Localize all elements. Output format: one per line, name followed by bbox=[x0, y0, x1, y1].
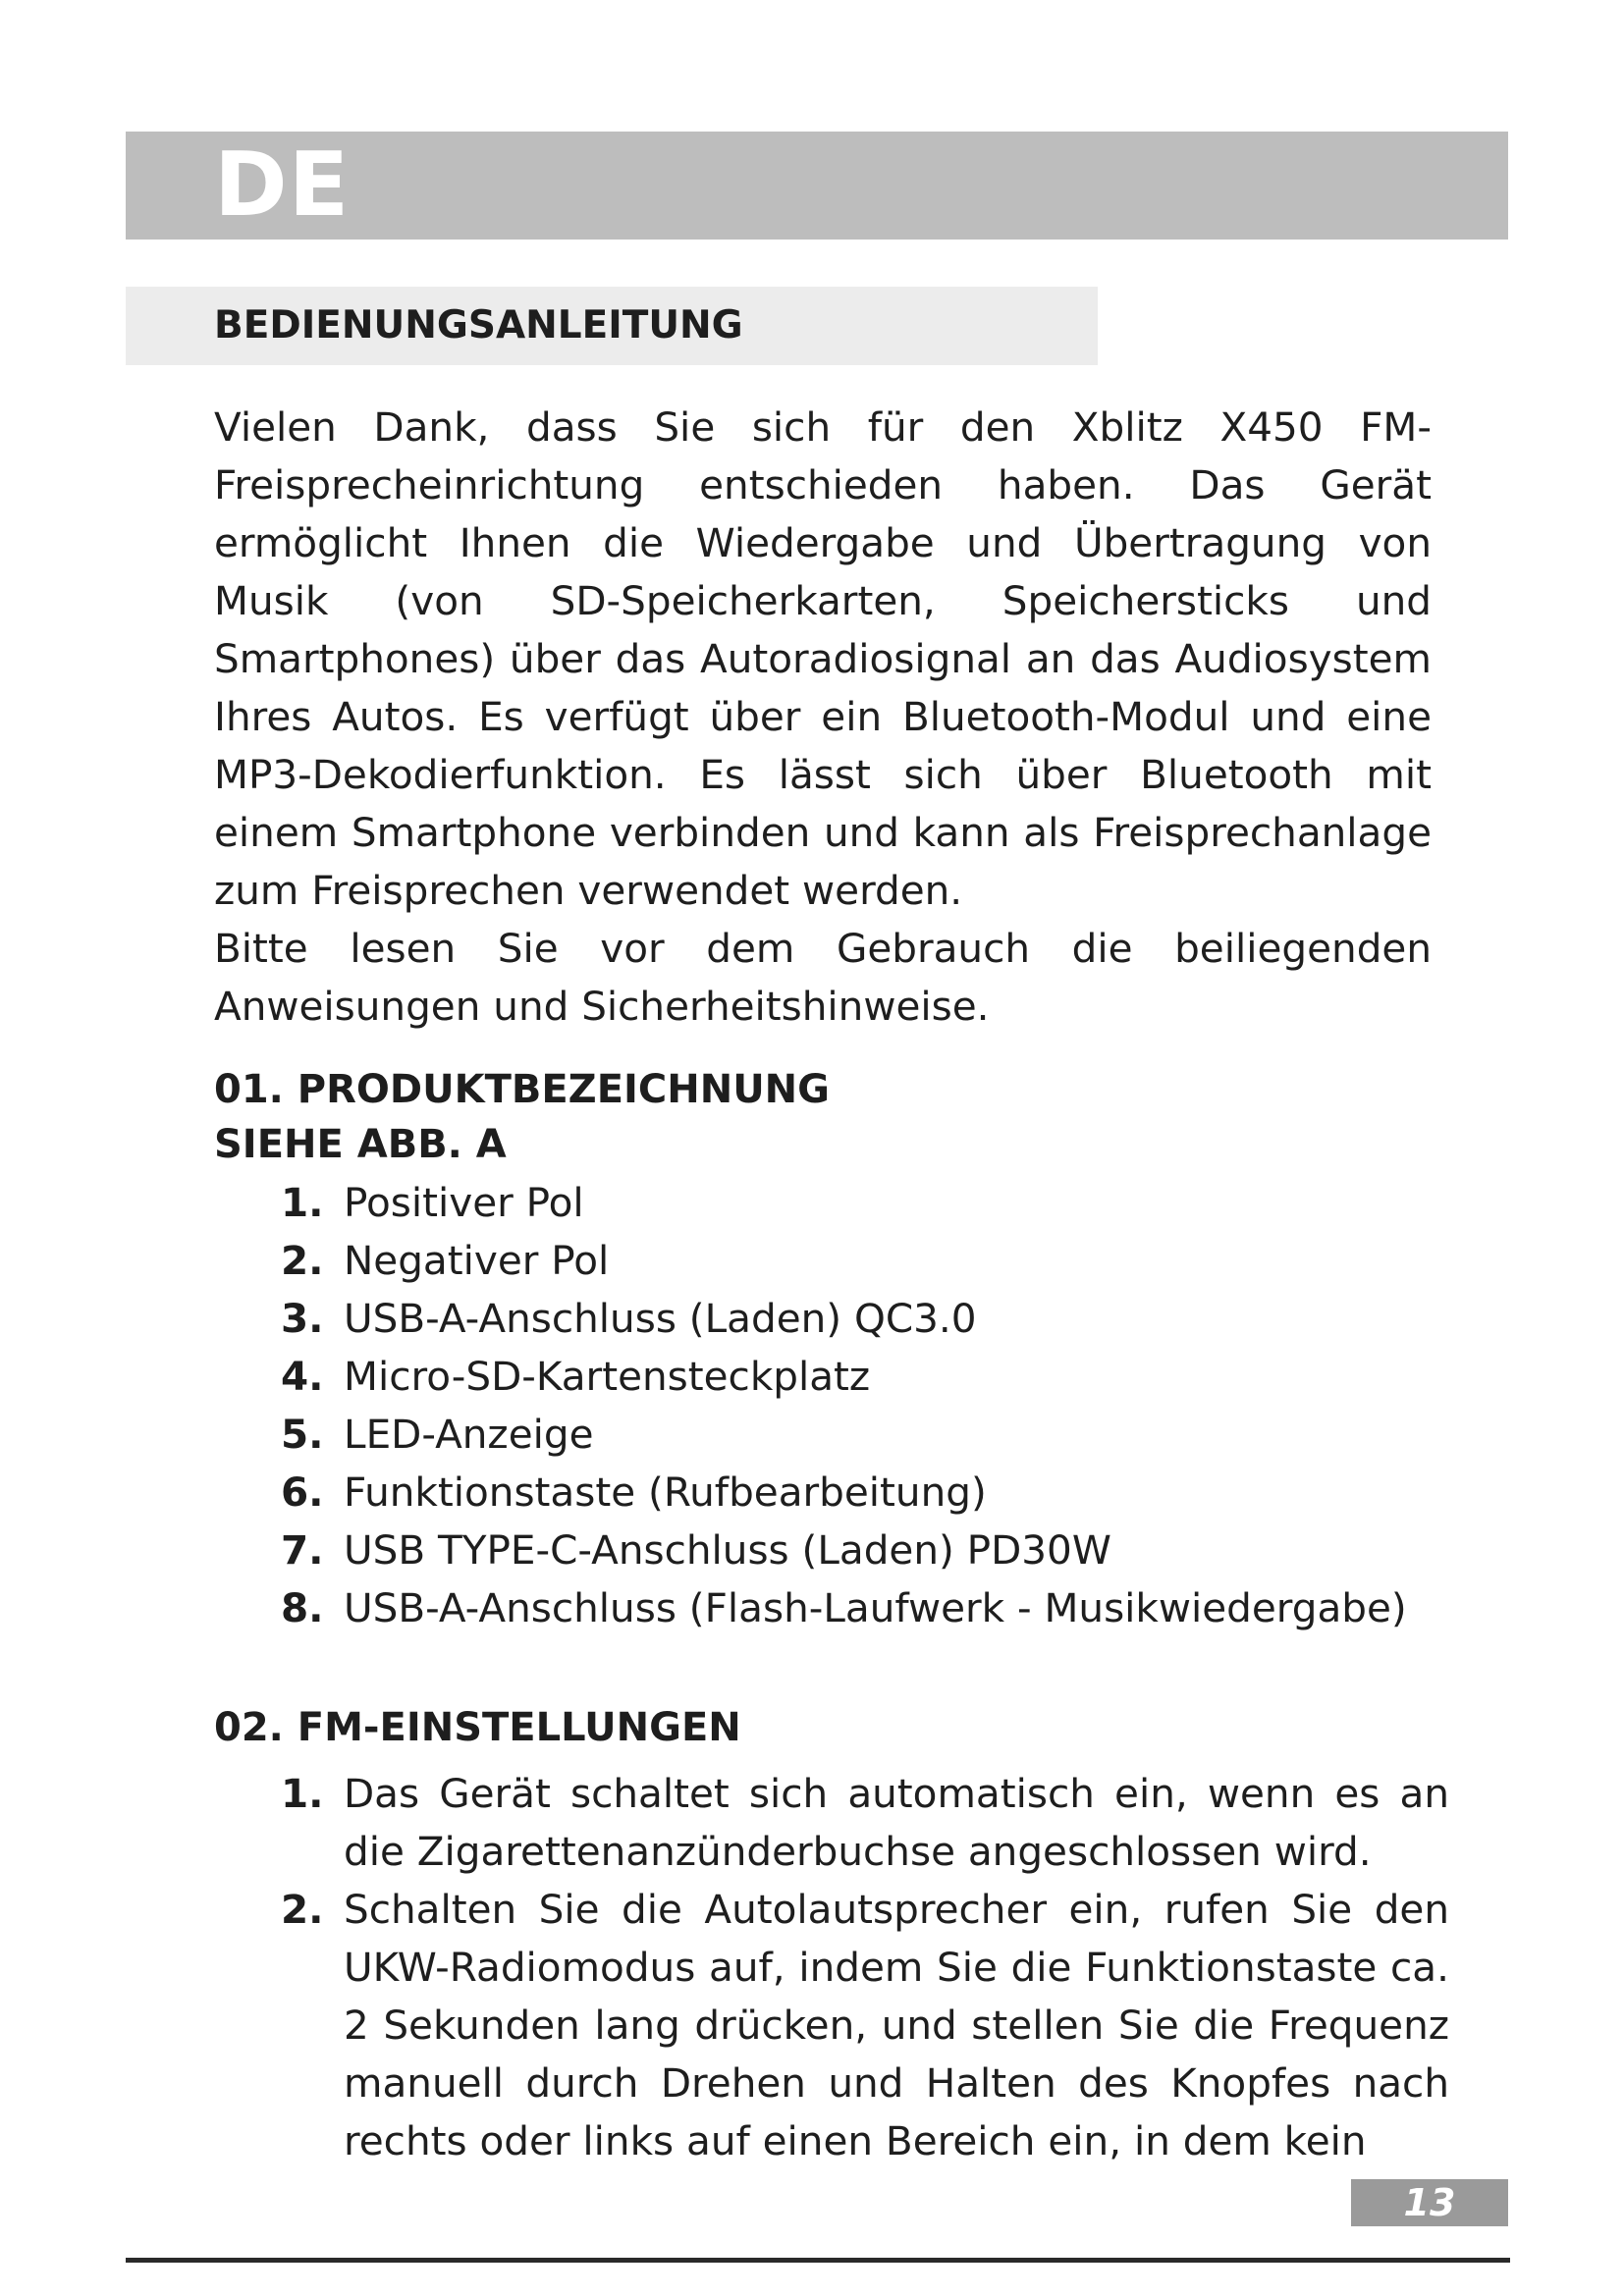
item-number: 8. bbox=[281, 1584, 324, 1631]
item-number: 2. bbox=[281, 1886, 324, 1933]
item-text: Negativer Pol bbox=[344, 1237, 610, 1284]
item-text: USB-A-Anschluss (Laden) QC3.0 bbox=[344, 1295, 977, 1342]
list-item bbox=[281, 1464, 1449, 1522]
list-item bbox=[281, 1232, 1449, 1290]
item-text: Micro-SD-Kartensteckplatz bbox=[344, 1353, 871, 1400]
page-number: 13 bbox=[1403, 2181, 1456, 2224]
list-item bbox=[281, 1174, 1449, 1232]
item-number: 2. bbox=[281, 1237, 324, 1284]
list-item bbox=[281, 1522, 1449, 1579]
item-number: 3. bbox=[281, 1295, 324, 1342]
list-item bbox=[281, 1579, 1449, 1637]
intro-text bbox=[214, 399, 1432, 1036]
product-parts-list bbox=[281, 1174, 1449, 1637]
list-item bbox=[281, 1348, 1449, 1406]
title-band bbox=[126, 287, 1098, 365]
item-text: LED-Anzeige bbox=[344, 1411, 594, 1458]
list-item bbox=[281, 1406, 1449, 1464]
list-item bbox=[281, 1765, 1449, 1881]
item-number: 6. bbox=[281, 1468, 324, 1516]
intro-paragraph-1: Vielen Dank, dass Sie sich für den Xblitz X450 FM-Freisprecheinrichtung entschieden haben. Das Gerät ermöglicht Ihnen die Wiedergabe und Übertragung von Musik (von SD-Speicherkarten, Speichersticks und Smartphones) über das Autoradiosignal an das Audiosystem Ihres Autos. Es verfügt über ein Bluetooth-Modul und eine MP3-Dekodierfunktion. Es lässt sich über Bluetooth mit einem Smartphone verbinden und kann als Freisprechanlage zum Freisprechen verwendet werden. bbox=[214, 403, 1432, 914]
section-1-subheading: SIEHE ABB. A bbox=[214, 1122, 507, 1167]
item-text: Schalten Sie die Autolautsprecher ein, rufen Sie den UKW-Radiomodus auf, indem Sie die Funktionstaste ca. 2 Sekunden lang drücken, und stellen Sie die Frequenz manuell durch Drehen und Halten des Knopfes nach rechts oder links auf einen Bereich ein, in dem kein bbox=[344, 1886, 1449, 2164]
intro-paragraph-2: Bitte lesen Sie vor dem Gebrauch die beiliegenden Anweisungen und Sicherheitshinweise. bbox=[214, 925, 1432, 1030]
language-code: DE bbox=[214, 133, 351, 237]
language-header-band bbox=[126, 132, 1508, 240]
item-text: Positiver Pol bbox=[344, 1179, 584, 1226]
item-text: USB-A-Anschluss (Flash-Laufwerk - Musikwiedergabe) bbox=[344, 1584, 1407, 1631]
item-number: 4. bbox=[281, 1353, 324, 1400]
item-text: Das Gerät schaltet sich automatisch ein, wenn es an die Zigarettenanzünderbuchse angeschlossen wird. bbox=[344, 1770, 1449, 1875]
page-number-tab bbox=[1351, 2179, 1508, 2226]
fm-settings-list bbox=[281, 1765, 1449, 2170]
item-number: 7. bbox=[281, 1526, 324, 1574]
list-item bbox=[281, 1290, 1449, 1348]
page-title: BEDIENUNGSANLEITUNG bbox=[214, 303, 743, 347]
item-number: 5. bbox=[281, 1411, 324, 1458]
item-number: 1. bbox=[281, 1179, 324, 1226]
item-text: USB TYPE-C-Anschluss (Laden) PD30W bbox=[344, 1526, 1111, 1574]
footer-rule bbox=[126, 2258, 1510, 2263]
list-item bbox=[281, 1881, 1449, 2170]
section-2-heading: 02. FM-EINSTELLUNGEN bbox=[214, 1705, 741, 1750]
section-1-heading: 01. PRODUKTBEZEICHNUNG bbox=[214, 1067, 830, 1112]
item-text: Funktionstaste (Rufbearbeitung) bbox=[344, 1468, 987, 1516]
item-number: 1. bbox=[281, 1770, 324, 1817]
